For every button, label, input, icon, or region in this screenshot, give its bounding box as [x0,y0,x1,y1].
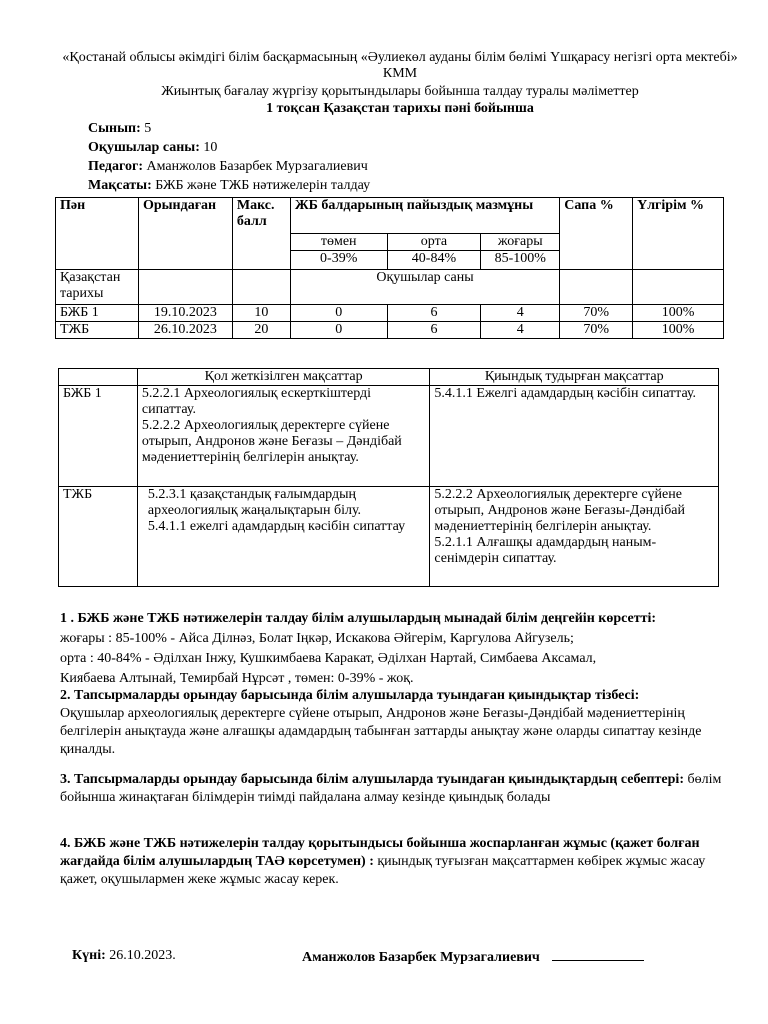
section-3-title: 3. Тапсырмаларды орындау барысында білім алушыларда туындаған қиындықтардың себептері: [60,772,684,787]
row-mid: 6 [387,322,481,339]
goal-label: Мақсаты: [88,178,152,193]
header-subject: Пән [56,198,139,270]
class-info [88,121,151,137]
teacher-value: Аманжолов Базарбек Мурзагалиевич [143,159,368,174]
section-1-title: 1 . БЖБ және ТЖБ нәтижелерін талдау білім алушылардың мынадай білім деңгейін көрсетті: [60,611,657,626]
goal-item: 5.2.1.1 Алғашқы адамдардың наным-сенімдерін сипаттау. [434,535,657,566]
row-low: 0 [290,322,387,339]
achieved-cell [137,386,430,487]
header-high: жоғары [481,234,560,251]
goal-value: БЖБ және ТЖБ нәтижелерін талдау [151,178,371,193]
section-4-text: қиындық туғызған мақсаттармен көбірек жұмыс жасау қажет, оқушылармен жеке жұмыс жасау керек. [60,854,706,887]
section-2-title: 2. Тапсырмаларды орындау барысында білім алушыларда туындаған қиындықтар тізбесі: [60,688,640,703]
difficult-cell [430,386,719,487]
range-low: 0-39% [290,251,387,270]
date-value: 26.10.2023. [105,948,176,963]
header-low: төмен [290,234,387,251]
class-value: 5 [140,121,152,136]
analysis-section-1 [60,610,740,688]
row-progress: 100% [633,305,724,322]
section-4-title: 4. БЖБ және ТЖБ нәтижелерін талдау қорытындысы бойынша жоспарланған жұмыс (қажет болған жағдайда білім алушылардың ТАӘ көрсетумен) : [60,836,700,869]
table-row [56,322,724,339]
row-high: 4 [481,322,560,339]
goal-item: 5.2.2.2 Археологиялық деректерге сүйене отырып, Андронов және Беғазы – Дәндібай мәдениеттерінің белгілерін анықтау. [141,418,402,465]
teacher-info [88,159,368,175]
row-date: 19.10.2023 [138,305,232,322]
goals-row-name: ТЖБ [59,487,138,587]
empty-cell [633,270,724,305]
row-max: 20 [232,322,290,339]
header-max-score: Макс. балл [232,198,290,270]
goal-item: 5.4.1.1 Ежелгі адамдардың кәсібін сипаттау. [434,386,697,401]
header-progress: Үлгірім % [633,198,724,270]
date-label: Күні: [72,948,106,963]
row-progress: 100% [633,322,724,339]
quarter-subject-line: 1 тоқсан Қазақстан тарихы пәні бойынша [266,101,534,116]
empty-cell [560,270,633,305]
row-name: БЖБ 1 [56,305,139,322]
signature-line [552,948,644,961]
class-label: Сынып: [88,121,141,136]
range-mid: 40-84% [387,251,481,270]
footer-date [72,948,176,964]
goal-item: 5.2.3.1 қазақстандық ғалымдардың археологиялық жаңалықтарын білу. [147,487,362,518]
row-max: 10 [232,305,290,322]
header-done: Орындаған [138,198,232,270]
section-1-high: жоғары : 85-100% - Айса Ділнәз, Болат Іңкәр, Искакова Әйгерім, Каргулова Айгузель; [60,631,574,646]
table-row [56,305,724,322]
achieved-cell [137,487,430,587]
empty-cell [232,270,290,305]
empty-cell [138,270,232,305]
row-quality: 70% [560,322,633,339]
students-count-cell: Оқушылар саны [290,270,559,305]
subject-cell: Қазақстан тарихы [56,270,139,305]
section-2-text: Оқушылар археологиялық деректерге сүйене отырып, Андронов және Беғазы-Дәндібай мәдениеттерінің белгілерін анықтауда және алғашқы адамдардың табынған заттарды анықтау және оларды сипаттау кезінде қиналды. [60,706,702,757]
teacher-label: Педагог: [88,159,144,174]
goal-item: 5.4.1.1 ежелгі адамдардың кәсібін сипаттау [147,519,406,534]
students-value: 10 [199,140,218,155]
report-subtitle: Жиынтық бағалау жүргізу қорытындылары бойынша талдау туралы мәліметтер [161,84,639,99]
signer-name: Аманжолов Базарбек Мурзагалиевич [302,950,540,965]
organization-title: «Қостанай облысы әкімдігі білім басқармасының «Әулиекөл ауданы білім бөлімі Үшқарасу негізгі орта мектебі» КММ [62,50,738,81]
goal-item: 5.2.2.2 Археологиялық деректерге сүйене отырып, Андронов және Беғазы-Дәндібай мәдениеттерінің белгілерін анықтау. [434,487,685,534]
section-3-text: бөлім бойынша жинақтаған білімдерін тиімді пайдалана алмау кезінде қиындық болады [60,772,722,805]
header-score-percent: ЖБ балдарының пайыздық мазмұны [290,198,559,234]
row-quality: 70% [560,305,633,322]
header-achieved-goals: Қол жеткізілген мақсаттар [137,369,430,386]
row-high: 4 [481,305,560,322]
analysis-section-3 [60,771,740,807]
goal-info [88,178,370,194]
table-row [59,386,719,487]
empty-cell [59,369,138,386]
goal-item: 5.2.2.1 Археологиялық ескерткіштерді сипаттау. [141,386,372,417]
row-name: ТЖБ [56,322,139,339]
section-1-mid-cont: Киябаева Алтынай, Темирбай Нұрсәт , төмен: 0-39% - жоқ. [60,671,414,686]
row-date: 26.10.2023 [138,322,232,339]
range-high: 85-100% [481,251,560,270]
table-row [59,487,719,587]
results-table [55,197,724,339]
analysis-section-2 [60,687,740,759]
goals-table [58,368,719,587]
students-info [88,140,217,156]
analysis-section-4 [60,835,740,889]
difficult-cell [430,487,719,587]
section-1-mid: орта : 40-84% - Әділхан Інжу, Кушкимбаева Каракат, Әділхан Нартай, Симбаева Аксамал, [60,651,597,666]
row-low: 0 [290,305,387,322]
students-label: Оқушылар саны: [88,140,200,155]
header-quality: Сапа % [560,198,633,270]
header-difficult-goals: Қиындық тудырған мақсаттар [430,369,719,386]
goals-row-name: БЖБ 1 [59,386,138,487]
row-mid: 6 [387,305,481,322]
footer-signature [302,948,644,966]
header-mid: орта [387,234,481,251]
